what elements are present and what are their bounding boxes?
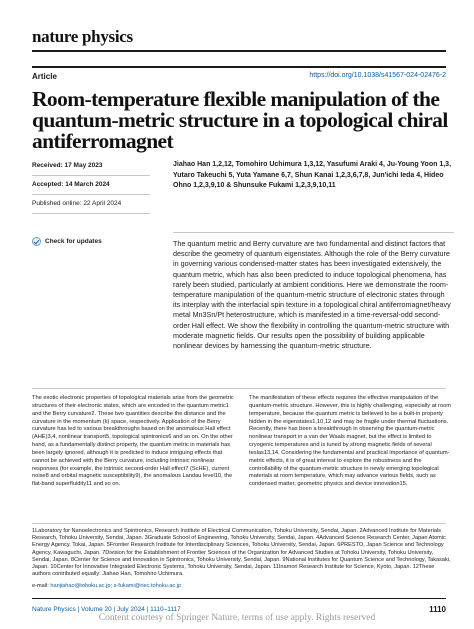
page-number: 1110 [429,605,446,614]
check-updates-label: Check for updates [45,238,102,245]
check-updates-icon [32,237,41,246]
email-line [32,583,181,589]
body-rule [32,388,446,389]
abstract-rule [173,232,454,233]
body-column-right: The manifestation of these effects requires the effective manipulation of the quantum-metric structure. However, this is highly challenging, especially at room temperature, because the quantum metric is believed to be a built-in property hidden in the eigenstates1,10,12 and may be fragile under thermal fluctuations. Recently, there has been a breakthrough in observing the quantum-metric nonlinear transport in a van der Waals magnet, but the effect is limited to cryogenic temperatures and is tuned by strong magnetic fields of several teslas13,14. Considering the fundamental and practical importance of quantum-metric effects, it is of great interest to explore the robustness and the controllability of the quantum-metric structure in newly emerging topological materials at room temperature, which may advance various fields, such as condensed matter, geometric physics and device innovation15. [249,395,451,488]
affiliations: 1Laboratory for Nanoelectronics and Spintronics, Research Institute of Electrical Communication, Tohoku University, Sendai, Japan. 2Advanced Institute for Materials Research, Tohoku University, Sendai, Japan. 3Graduate School of Engineering, Tohoku University, Sendai, Japan. 4Advanced Science Research Center, Japan Atomic Energy Agency, Tokai, Japan. 5Frontier Research Institute for Interdisciplinary Sciences, Tohoku University, Sendai, Japan. 6PRESTO, Japan Science and Technology Agency, Kawaguchi, Japan. 7Division for the Establishment of Frontier Sciences of the Organization for Advanced Studies at Tohoku University, Tohoku University, Sendai, Japan. 8Center for Science and Innovation in Spintronics, Tohoku University, Sendai, Japan. 9National Institutes for Quantum Science and Technology, Takasaki, Japan. 10Center for Innovative Integrated Electronic Systems, Tohoku University, Sendai, Japan. 11Inamori Research Institute for Science, Kyoto, Japan. 12These authors contributed equally: Jiahao Han, Tomohiro Uchimura. [32,528,451,578]
accepted-date: Accepted: 14 March 2024 [32,181,110,188]
divider [32,175,150,176]
received-date: Received: 17 May 2023 [32,162,103,169]
article-rule [32,66,446,68]
author-list: Jiahao Han 1,2,12, Tomohiro Uchimura 1,3,12, Yasufumi Araki 4, Ju-Young Yoon 1,3, Yutaro Takeuchi 5, Yuta Yamane 6,7, Shun Kanai 1,2,3,6,7,8, Jun'ichi Ieda 4, Hideo Ohno 1,2,3,9,10 & Shunsuke Fukami 1,2,3,9,10,11 [173,161,452,190]
article-type: Article [32,72,57,81]
footnote-rule [32,523,446,524]
email-label: e-mail: [32,583,49,589]
email-address-link[interactable]: hanjiahao@tohoku.ac.jp; s-fukami@riec.tohoku.ac.jp [50,583,182,589]
divider [32,194,150,195]
journal-name: nature physics [32,27,133,46]
body-column-left: The exotic electronic properties of topological materials arise from the geometric structures of their electronic states, which are encoded in the quantum metric1 and the Berry curvature2. These two quantities describe the distance and the curvature in the momentum (k) space, respectively. Application of the Berry curvature has led to various breakthroughs based on the anomalous Hall effect (AHE)3,4, nonlinear transport5, topological spintronics6 and so on. On the other hand, as a fundamentally distinct property, the quantum metric in materials has been largely ignored, although it is predicted to induce intriguing effects that cannot be achieved with the Berry curvature, including intrinsic nonlinear responses (for example, the intrinsic second-order Hall effect7 (ScHE), current noise8 and orbital magnetic susceptibility9), the anomalous Landau level10, the flat-band superfluidity11 and so on. [32,395,234,488]
abstract: The quantum metric and Berry curvature are two fundamental and distinct factors that describe the geometry of quantum eigenstates. Although the role of the Berry curvature in governing various condensed-matter states has been investigated extensively, the quantum metric, which has also been predicted to induce topological phenomena, has rarely been studied, particularly at ambient conditions. Here we demonstrate the room-temperature manipulation of the quantum-metric structure of electronic states through its interplay with the interfacial spin texture in a topological chiral antiferromagnet/heavy metal Mn3Sn/Pt heterostructure, which is manifested in a time-reversal-odd second-order Hall effect. We show the flexibility in controlling the quantum-metric structure with moderate magnetic fields. Our results open the possibility of building applicable nonlinear devices by harnessing the quantum-metric structure. [173,239,451,351]
published-date: Published online: 22 April 2024 [32,200,122,207]
footer-journal-citation: Nature Physics | Volume 20 | July 2024 | 1110–1117 [32,606,181,613]
footer-rule [32,598,446,599]
article-title: Room-temperature flexible manipulation of the quantum-metric structure in a topological chiral antiferromagnet [32,87,448,153]
divider [32,213,150,214]
header-rule [32,50,446,52]
check-updates-button[interactable] [32,237,102,246]
footer-citation [32,606,181,613]
doi-link[interactable]: https://doi.org/10.1038/s41567-024-02476-2 [309,72,446,79]
courtesy-watermark: Content courtesy of Springer Nature, terms of use apply. Rights reserved [98,613,376,623]
